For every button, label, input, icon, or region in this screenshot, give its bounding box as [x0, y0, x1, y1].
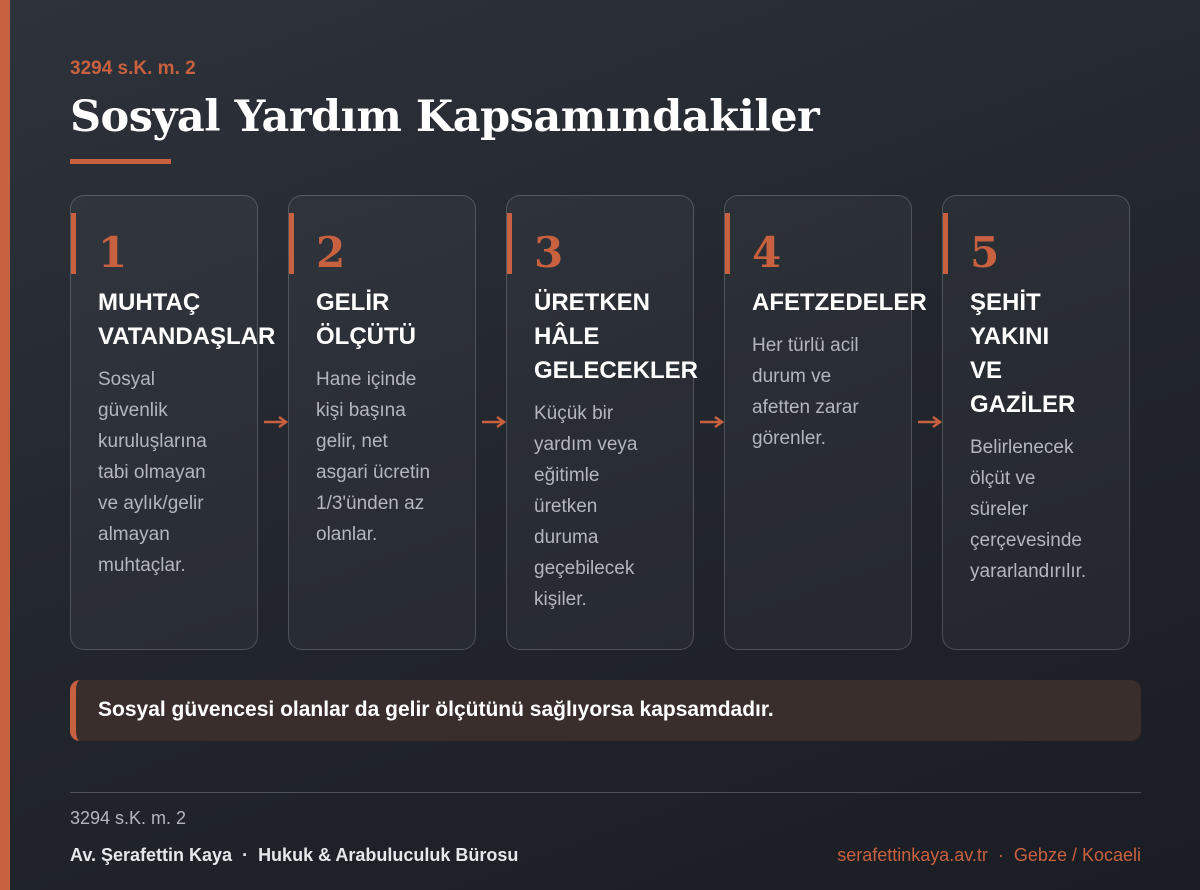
- card-heading-line: ŞEHİT: [970, 289, 1041, 316]
- card-heading-line: GELİR: [316, 289, 390, 316]
- card-2: [288, 195, 476, 650]
- card-description-line: yardım veya: [534, 434, 638, 455]
- callout-note: [70, 680, 1141, 741]
- card-description-line: afetten zarar: [752, 397, 859, 418]
- card-heading-line: AFETZEDELER: [752, 289, 927, 316]
- card-number: 4: [752, 228, 782, 277]
- card-description-line: Her türlü acil: [752, 335, 859, 356]
- footer-divider: [70, 792, 1141, 793]
- card-description-line: kişiler.: [534, 589, 587, 610]
- card-description-line: Hane içinde: [316, 369, 417, 390]
- card-accent-bar: [289, 213, 294, 274]
- author-name: Av. Şerafettin Kaya: [70, 845, 233, 865]
- card-heading-line: VE: [970, 357, 1003, 384]
- card-description-line: geçebilecek: [534, 558, 635, 579]
- card-number: 2: [316, 228, 346, 277]
- card-description-line: duruma: [534, 527, 599, 548]
- card-accent-bar: [507, 213, 512, 274]
- callout-text: Sosyal güvencesi olanlar da gelir ölçütünü sağlıyorsa kapsamdadır.: [98, 698, 774, 721]
- card-description-line: Belirlenecek: [970, 437, 1074, 458]
- website-link[interactable]: serafettinkaya.av.tr: [837, 845, 988, 865]
- arrow-right-icon: [263, 414, 289, 430]
- arrow-right-icon: [481, 414, 507, 430]
- card-accent-bar: [943, 213, 948, 274]
- card-description-line: muhtaçlar.: [98, 555, 186, 576]
- card-description-line: kuruluşlarına: [98, 431, 207, 452]
- card-description-line: almayan: [98, 524, 170, 545]
- card-description-line: tabi olmayan: [98, 462, 206, 483]
- footer-reference: 3294 s.K. m. 2: [70, 808, 187, 828]
- footer-separator: ·: [242, 845, 249, 865]
- eyebrow-reference: 3294 s.K. m. 2: [70, 58, 196, 79]
- card-description-line: görenler.: [752, 428, 826, 449]
- card-heading-line: HÂLE: [534, 323, 600, 350]
- page-title: Sosyal Yardım Kapsamındakiler: [70, 92, 820, 142]
- card-heading-line: GELECEKLER: [534, 357, 699, 384]
- left-accent-bar: [0, 0, 10, 890]
- card-5: [942, 195, 1130, 650]
- card-heading-line: ÜRETKEN: [534, 289, 651, 316]
- card-number: 3: [534, 228, 564, 277]
- location-text: Gebze / Kocaeli: [1013, 845, 1141, 865]
- card-accent-bar: [71, 213, 76, 274]
- card-description-line: Küçük bir: [534, 403, 614, 424]
- footer-contact-line: [837, 845, 1141, 866]
- card-4: [724, 195, 927, 650]
- title-underline: [70, 159, 171, 164]
- card-accent-bar: [725, 213, 730, 274]
- card-description-line: durum ve: [752, 366, 832, 387]
- card-heading-line: VATANDAŞLAR: [98, 323, 276, 350]
- card-description-line: eğitimle: [534, 465, 600, 486]
- card-description-line: 1/3'ünden az: [316, 493, 425, 514]
- card-description: [98, 364, 258, 581]
- card-heading-line: MUHTAÇ: [98, 289, 201, 316]
- card-description-line: Sosyal: [98, 369, 156, 390]
- card-description-line: asgari ücretin: [316, 462, 431, 483]
- card-description: [316, 364, 476, 550]
- firm-name: Hukuk & Arabuluculuk Bürosu: [258, 845, 519, 865]
- card-description: [534, 398, 694, 615]
- card-description-line: çerçevesinde: [970, 530, 1082, 551]
- card-description: [752, 330, 912, 454]
- footer-separator: ·: [997, 845, 1004, 865]
- card-1: [70, 195, 276, 650]
- card-description-line: gelir, net: [316, 431, 388, 452]
- card-description-line: ölçüt ve: [970, 468, 1036, 489]
- card-heading: [316, 286, 416, 354]
- card-description-line: ve aylık/gelir: [98, 493, 204, 514]
- card-heading: [970, 286, 1075, 422]
- card-description-line: olanlar.: [316, 524, 378, 545]
- card-description-line: üretken: [534, 496, 598, 517]
- card-heading-line: YAKINI: [970, 323, 1050, 350]
- arrow-right-icon: [917, 414, 943, 430]
- card-heading-line: ÖLÇÜTÜ: [316, 323, 416, 350]
- card-description-line: kişi başına: [316, 400, 406, 421]
- card-description: [970, 432, 1130, 587]
- footer-author-line: [70, 845, 518, 866]
- arrow-right-icon: [699, 414, 725, 430]
- card-description-line: yararlandırılır.: [970, 561, 1087, 582]
- card-number: 1: [98, 228, 128, 277]
- card-number: 5: [970, 228, 1000, 277]
- card-heading: [534, 286, 698, 388]
- card-heading-line: GAZİLER: [970, 391, 1076, 418]
- card-heading: [752, 286, 927, 320]
- card-description-line: süreler: [970, 499, 1029, 520]
- card-heading: [98, 286, 275, 354]
- card-3: [506, 195, 699, 650]
- card-description-line: güvenlik: [98, 400, 168, 421]
